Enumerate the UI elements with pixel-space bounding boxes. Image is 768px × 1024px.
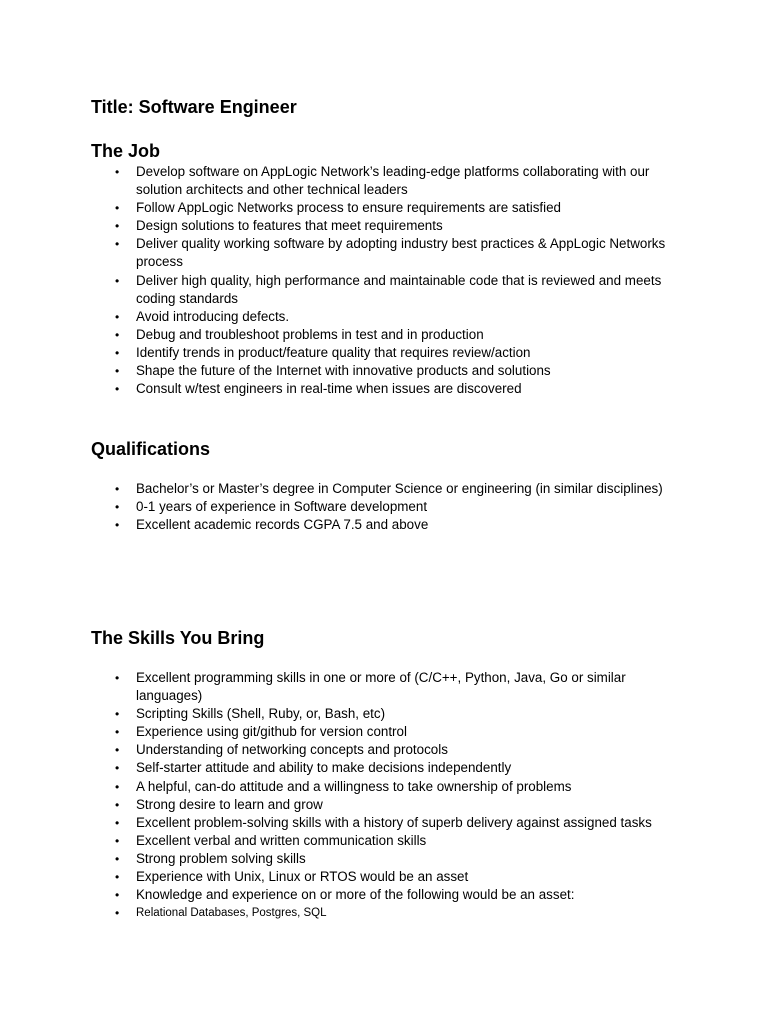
job-heading: The Job xyxy=(91,141,161,161)
bullet-icon: • xyxy=(115,382,120,397)
list-item: • Debug and troubleshoot problems in test and in production xyxy=(0,326,768,344)
bullet-icon: • xyxy=(115,779,120,794)
bullet-icon: • xyxy=(115,219,120,234)
bullet-icon: • xyxy=(115,761,120,776)
list-item: • Knowledge and experience on or more of the following would be an asset: xyxy=(0,886,768,904)
bullet-icon: • xyxy=(115,870,120,885)
list-item: • 0-1 years of experience in Software development xyxy=(0,498,768,516)
list-item: • A helpful, can-do attitude and a willingness to take ownership of problems xyxy=(0,778,768,796)
list-item: • Excellent verbal and written communication skills xyxy=(0,832,768,850)
qualifications-heading: Qualifications xyxy=(91,439,211,459)
bullet-icon: • xyxy=(115,345,120,360)
list-item: • Excellent academic records CGPA 7.5 and above xyxy=(0,516,768,534)
bullet-icon: • xyxy=(115,906,120,921)
list-item: • Follow AppLogic Networks process to ensure requirements are satisfied xyxy=(0,199,768,217)
bullet-icon: • xyxy=(115,364,120,379)
list-item: • Excellent programming skills in one or more of (C/C++, Python, Java, Go or similar languages) xyxy=(115,670,626,704)
bullet-icon: • xyxy=(115,500,120,515)
list-item: • Self-starter attitude and ability to make decisions independently xyxy=(0,759,768,777)
list-item: • Experience with Unix, Linux or RTOS would be an asset xyxy=(0,868,768,886)
list-item: • Excellent problem-solving skills with a history of superb delivery against assigned tasks xyxy=(0,814,768,832)
list-item: • Strong desire to learn and grow xyxy=(0,796,768,814)
list-item: • Deliver quality working software by adopting industry best practices & AppLogic Networks process xyxy=(115,236,666,270)
qualifications-list xyxy=(0,480,768,534)
list-item: • Identify trends in product/feature quality that requires review/action xyxy=(0,344,768,362)
bullet-icon: • xyxy=(115,707,120,722)
bullet-icon: • xyxy=(115,851,120,866)
bullet-icon: • xyxy=(115,833,120,848)
bullet-icon: • xyxy=(115,671,120,685)
list-item: • Scripting Skills (Shell, Ruby, or, Bash, etc) xyxy=(0,705,768,723)
bullet-icon: • xyxy=(115,725,120,740)
bullet-icon: • xyxy=(115,743,120,758)
document-title: Title: Software Engineer xyxy=(91,97,297,117)
list-item: • Experience using git/github for version control xyxy=(0,723,768,741)
bullet-icon: • xyxy=(115,482,120,496)
bullet-icon: • xyxy=(115,815,120,830)
list-item: • Bachelor’s or Master’s degree in Computer Science or engineering (in similar disciplines) xyxy=(0,480,768,498)
bullet-icon: • xyxy=(115,518,120,533)
bullet-icon: • xyxy=(115,237,120,252)
bullet-icon: • xyxy=(115,165,120,179)
bullet-icon: • xyxy=(115,273,120,288)
skills-list xyxy=(0,669,768,922)
list-item: • Strong problem solving skills xyxy=(0,850,768,868)
job-list xyxy=(0,163,768,398)
list-item: • Relational Databases, Postgres, SQL xyxy=(0,904,768,922)
list-item: • Understanding of networking concepts and protocols xyxy=(0,741,768,759)
bullet-icon: • xyxy=(115,309,120,324)
list-item: • Avoid introducing defects. xyxy=(0,308,768,326)
list-item: • Design solutions to features that meet requirements xyxy=(0,217,768,235)
list-item: • Shape the future of the Internet with innovative products and solutions xyxy=(0,362,768,380)
list-item: • Consult w/test engineers in real-time when issues are discovered xyxy=(0,380,768,398)
skills-heading: The Skills You Bring xyxy=(91,628,265,648)
bullet-icon: • xyxy=(115,201,120,216)
bullet-icon: • xyxy=(115,888,120,903)
bullet-icon: • xyxy=(115,797,120,812)
bullet-icon: • xyxy=(115,327,120,342)
list-item: • Develop software on AppLogic Network’s leading-edge platforms collaborating with our solution architects and other technical leaders xyxy=(115,164,650,198)
list-item: • Deliver high quality, high performance and maintainable code that is reviewed and meets coding standards xyxy=(115,272,662,306)
